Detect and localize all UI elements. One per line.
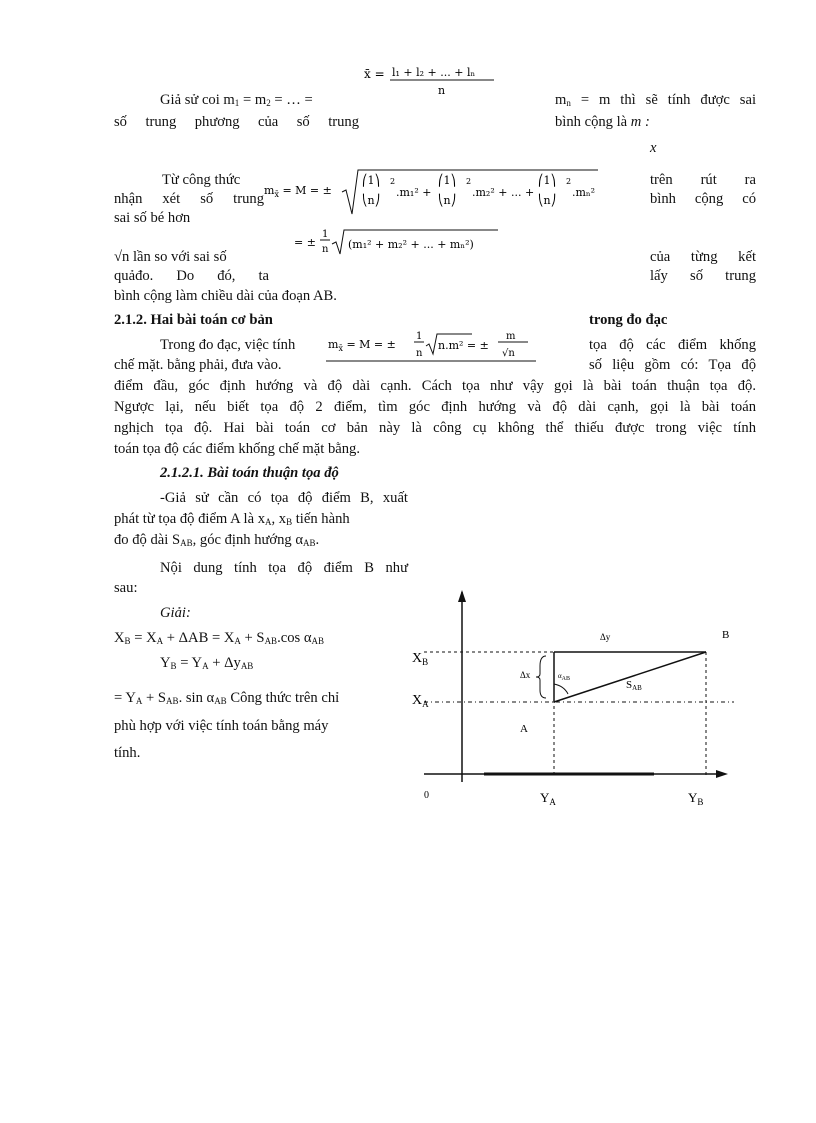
p15: -Giả sử cần có tọa độ điểm B, xuất xyxy=(160,490,408,506)
heading-2-1-2-left: 2.1.2. Hai bài toán cơ bản xyxy=(114,312,273,328)
mean-symbol: x xyxy=(650,140,657,156)
p4-right: bình cộng có xyxy=(650,191,756,207)
solution-label: Giải: xyxy=(160,605,191,621)
svg-text:⎝n⎠: ⎝n⎠ xyxy=(362,194,381,207)
p12: Ngược lại, nếu biết tọa độ 2 điểm, tìm góc định hướng và độ dài cạnh, gọi là bài toán xyxy=(114,399,756,415)
svg-text:n: n xyxy=(438,84,446,97)
formula-mx-full xyxy=(262,162,602,220)
svg-text:mx̄ = M = ±: $m_{x̄} = M$ = ± xyxy=(328,338,396,353)
svg-text:1: 1 xyxy=(322,229,329,240)
formula-mean xyxy=(362,64,502,98)
p10-right: số liệu gồm có: Tọa độ xyxy=(589,357,756,373)
label-b: B xyxy=(722,629,730,641)
formula-mx-final xyxy=(326,326,536,362)
svg-text:1: 1 xyxy=(416,331,423,342)
svg-text:⎛1⎞: ⎛1⎞ xyxy=(362,174,380,187)
eq-yb: $Y_B = Y_A + \Delta y_{AB}$ xyxy=(160,655,254,671)
p6-left: √n lần so với sai số xyxy=(114,249,227,265)
svg-text:.m₁² +: .m₁² + xyxy=(396,186,432,199)
label-yb: $Y_B$ xyxy=(688,790,704,807)
label-dx: Δx xyxy=(520,670,531,680)
p2-right: bình cộng là m : xyxy=(555,114,650,130)
p5-left: sai số bé hơn xyxy=(114,210,191,226)
svg-text:= ±: = ± xyxy=(294,236,316,249)
svg-text:n.m² = ±: n.m² = ± xyxy=(438,339,489,352)
svg-text:n: n xyxy=(322,244,329,255)
p2-left: số trung phương của số trung xyxy=(114,114,359,130)
p3-right: trên rút ra xyxy=(650,172,756,188)
coordinate-diagram xyxy=(394,586,738,810)
svg-text:2: 2 xyxy=(566,177,572,186)
formula-mean-graphic xyxy=(362,64,502,98)
p1-right: $m_n = m$ thì sẽ tính được sai xyxy=(555,92,756,108)
formula-mx-simplified-graphic xyxy=(292,224,502,260)
p10-left: chế mặt. bằng phải, đưa vào. xyxy=(114,357,282,373)
label-a: A xyxy=(520,723,528,735)
eq-yb-sin: = $Y_A + S_{AB}$. $\sin \alpha_{AB}$ Công thức trên chỉ xyxy=(114,690,340,706)
p4-left: nhận xét số trung xyxy=(114,191,264,207)
svg-text:mx̄ = M = ±: $m_{x̄} = M$ = ± xyxy=(264,184,332,199)
svg-text:⎝n⎠: ⎝n⎠ xyxy=(438,194,457,207)
svg-text:x̄ =: x̄ = xyxy=(364,67,385,81)
p7-left: quảđo. Do đó, ta xyxy=(114,268,269,284)
p19: sau: xyxy=(114,580,138,596)
label-sab: SAB xyxy=(626,679,642,692)
svg-text:.m₂² + ... +: .m₂² + ... + xyxy=(472,186,535,199)
label-xb: $X_B$ xyxy=(412,651,429,667)
y-axis-arrow xyxy=(716,770,728,778)
p1-left: Giả sử coi $m_1 = m_2$ = … = xyxy=(160,92,313,108)
p11: điểm đầu, góc định hướng và độ dài cạnh. Cách tọa như vậy gọi là bài toán thuận tọa độ. xyxy=(114,378,756,394)
p20: phù hợp với việc tính toán bằng máy xyxy=(114,718,329,734)
formula-mx-full-graphic xyxy=(262,162,602,220)
heading-2-1-2-right: trong đo đạc xyxy=(589,312,668,328)
svg-text:2: 2 xyxy=(466,177,472,186)
p6-right: của từng kết xyxy=(650,249,756,265)
label-dy: Δy xyxy=(600,632,611,642)
svg-text:(m₁² + m₂² + ... + mₙ²): (m₁² + m₂² + ... + mₙ²) xyxy=(348,238,474,251)
p16: phát từ tọa độ điểm A là $x_A$, $x_B$ tiến hành xyxy=(114,511,350,527)
label-alpha: αAB xyxy=(558,672,571,682)
p8: bình cộng làm chiều dài của đoạn AB. xyxy=(114,288,337,304)
formula-mx-final-graphic xyxy=(326,326,536,362)
p3-left: Từ công thức xyxy=(162,172,241,188)
svg-text:√n: √n xyxy=(502,348,515,359)
x-axis-arrow xyxy=(458,590,466,602)
segment-ab xyxy=(554,652,706,702)
p17: đo độ dài $S_{AB}$, góc định hướng $\alpha_{AB}$. xyxy=(114,532,320,548)
label-xa: $X_A$ xyxy=(412,693,429,709)
svg-text:⎛1⎞: ⎛1⎞ xyxy=(538,174,556,187)
svg-text:l₁ + l₂ + ... + lₙ: l₁ + l₂ + ... + lₙ xyxy=(392,66,476,79)
p18: Nội dung tính tọa độ điểm B như xyxy=(160,560,408,576)
svg-text:n: n xyxy=(416,348,423,359)
heading-2-1-2-1: 2.1.2.1. Bài toán thuận tọa độ xyxy=(160,465,339,481)
svg-text:2: 2 xyxy=(390,177,396,186)
eq-xb: $X_B = X_A + \Delta AB = X_A + S_{AB}.\cos$ $\alpha_{AB}$ xyxy=(114,630,324,646)
svg-text:m: m xyxy=(506,331,516,342)
svg-text:⎛1⎞: ⎛1⎞ xyxy=(438,174,456,187)
p13: nghịch tọa độ. Hai bài toán cơ bản này là công cụ không thể thiếu được trong việc tính xyxy=(114,420,756,436)
p7-right: lấy số trung xyxy=(650,268,756,284)
p9-right: tọa độ các điểm khống xyxy=(589,337,756,353)
coordinate-diagram-graphic xyxy=(394,586,738,810)
label-ya: $Y_A$ xyxy=(540,790,556,807)
label-origin: 0 xyxy=(424,790,429,801)
p21: tính. xyxy=(114,745,141,761)
formula-mx-simplified xyxy=(292,224,502,260)
svg-text:.mₙ²: .mₙ² xyxy=(572,186,596,199)
p14: toán tọa độ các điểm khống chế mặt bằng. xyxy=(114,441,360,457)
svg-text:⎝n⎠: ⎝n⎠ xyxy=(538,194,557,207)
p9-left: Trong đo đạc, việc tính xyxy=(160,337,296,353)
